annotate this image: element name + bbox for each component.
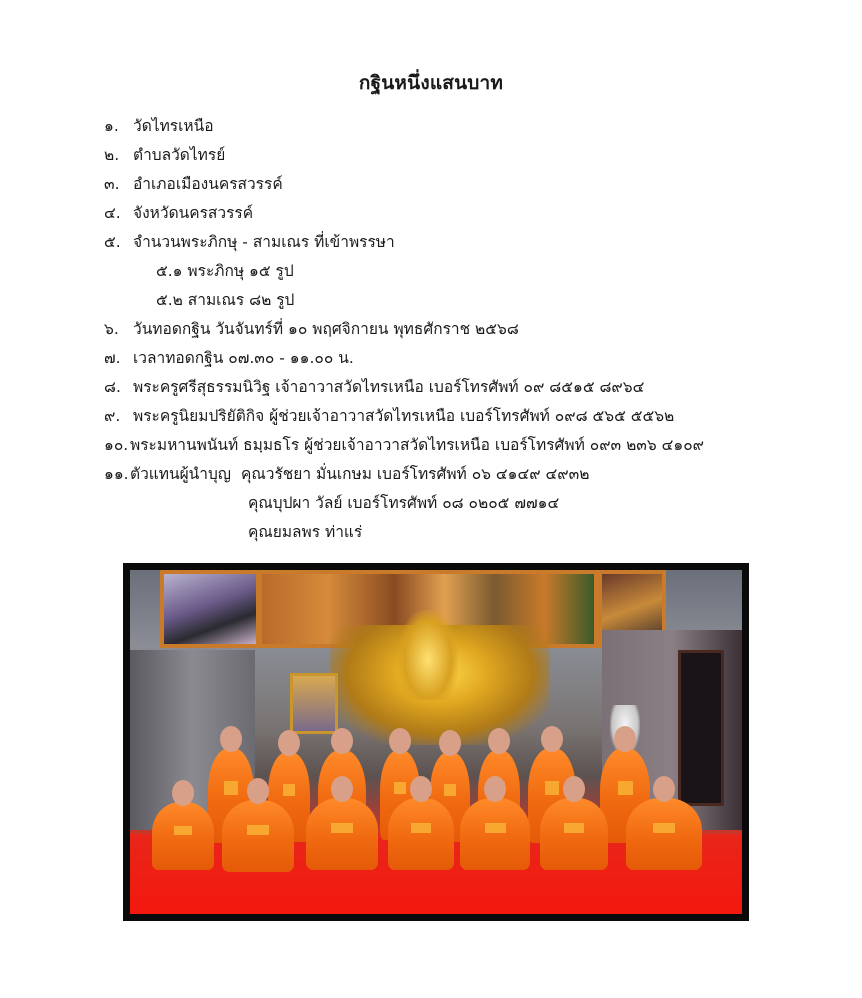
item-text: พระมหานพนันท์ ธมฺมธโร ผู้ช่วยเจ้าอาวาสวัดไทรเหนือ เบอร์โทรศัพท์ ๐๙๓ ๒๓๖ ๔๑๐๙ — [130, 436, 705, 454]
item-text: วันทอดกฐิน วันจันทร์ที่ ๑๐ พฤศจิกายน พุทธศักราช ๒๕๖๘ — [133, 320, 519, 338]
contact-line — [104, 489, 704, 518]
item-number: ๔. — [104, 204, 121, 222]
list-item — [104, 228, 704, 257]
item-text: คุณยมลพร ท่าแร่ — [248, 523, 363, 541]
list-item — [104, 170, 704, 199]
list-item — [104, 344, 704, 373]
item-text: คุณบุปผา วัลย์ เบอร์โทรศัพท์ ๐๘ ๐๒๐๕ ๗๗๑๔ — [248, 494, 560, 512]
item-text: พระครูศรีสุธรรมนิวิฐ เจ้าอาวาสวัดไทรเหนือ เบอร์โทรศัพท์ ๐๙ ๘๕๑๕ ๘๙๖๔ — [133, 378, 645, 396]
list-item — [104, 112, 704, 141]
item-number: ๑๑. — [104, 465, 129, 483]
item-label: ตัวแทนผู้นำบุญ — [130, 465, 231, 483]
item-number: ๖. — [104, 320, 119, 338]
item-text: อำเภอเมืองนครสวรรค์ — [133, 175, 283, 193]
buddha-statue — [398, 610, 458, 700]
item-number: ๑๐. — [104, 436, 129, 454]
item-text: คุณวรัชยา มั่นเกษม เบอร์โทรศัพท์ ๐๖ ๔๑๔๙ ๔๙๓๒ — [241, 465, 590, 483]
group-photo-frame — [123, 563, 749, 921]
royal-portrait — [290, 673, 338, 734]
monk-figure — [388, 798, 454, 870]
item-number: ๕. — [104, 233, 121, 251]
list-item — [104, 315, 704, 344]
monk-figure — [540, 798, 608, 870]
contact-line — [104, 518, 704, 547]
list-item — [104, 141, 704, 170]
item-number: ๓. — [104, 175, 120, 193]
list-item — [104, 373, 704, 402]
list-item — [104, 402, 704, 431]
item-number: ๑. — [104, 117, 119, 135]
item-text: เวลาทอดกฐิน ๐๗.๓๐ - ๑๑.๐๐ น. — [133, 349, 354, 367]
monk-figure — [222, 800, 294, 872]
monk-figure — [152, 802, 214, 870]
mural-painting-left — [160, 570, 260, 648]
list-item — [104, 199, 704, 228]
item-text: วัดไทรเหนือ — [133, 117, 214, 135]
door-right — [678, 650, 724, 806]
item-text: ๕.๑ พระภิกษุ ๑๕ รูป — [156, 262, 294, 280]
item-text: ตำบลวัดไทรย์ — [133, 146, 226, 164]
item-text: จำนวนพระภิกษุ - สามเณร ที่เข้าพรรษา — [133, 233, 395, 251]
document-title: กฐินหนึ่งแสนบาท — [358, 72, 504, 94]
item-text: จังหวัดนครสวรรค์ — [133, 204, 254, 222]
item-number: ๙. — [104, 407, 121, 425]
item-number: ๘. — [104, 378, 121, 396]
list-item — [104, 431, 704, 460]
item-text: ๕.๒ สามเณร ๘๒ รูป — [156, 291, 295, 309]
item-number: ๒. — [104, 146, 120, 164]
item-number: ๗. — [104, 349, 121, 367]
item-text: พระครูนิยมปริยัติกิจ ผู้ช่วยเจ้าอาวาสวัดไทรเหนือ เบอร์โทรศัพท์ ๐๙๘ ๕๖๕ ๕๕๖๒ — [133, 407, 675, 425]
group-photo — [130, 570, 742, 914]
monk-figure — [460, 798, 530, 870]
monk-figure — [626, 798, 702, 870]
monk-figure — [306, 798, 378, 870]
sub-item-novices — [104, 286, 704, 315]
list-item — [104, 460, 704, 489]
sub-item-monks — [104, 257, 704, 286]
details-list — [104, 112, 704, 547]
